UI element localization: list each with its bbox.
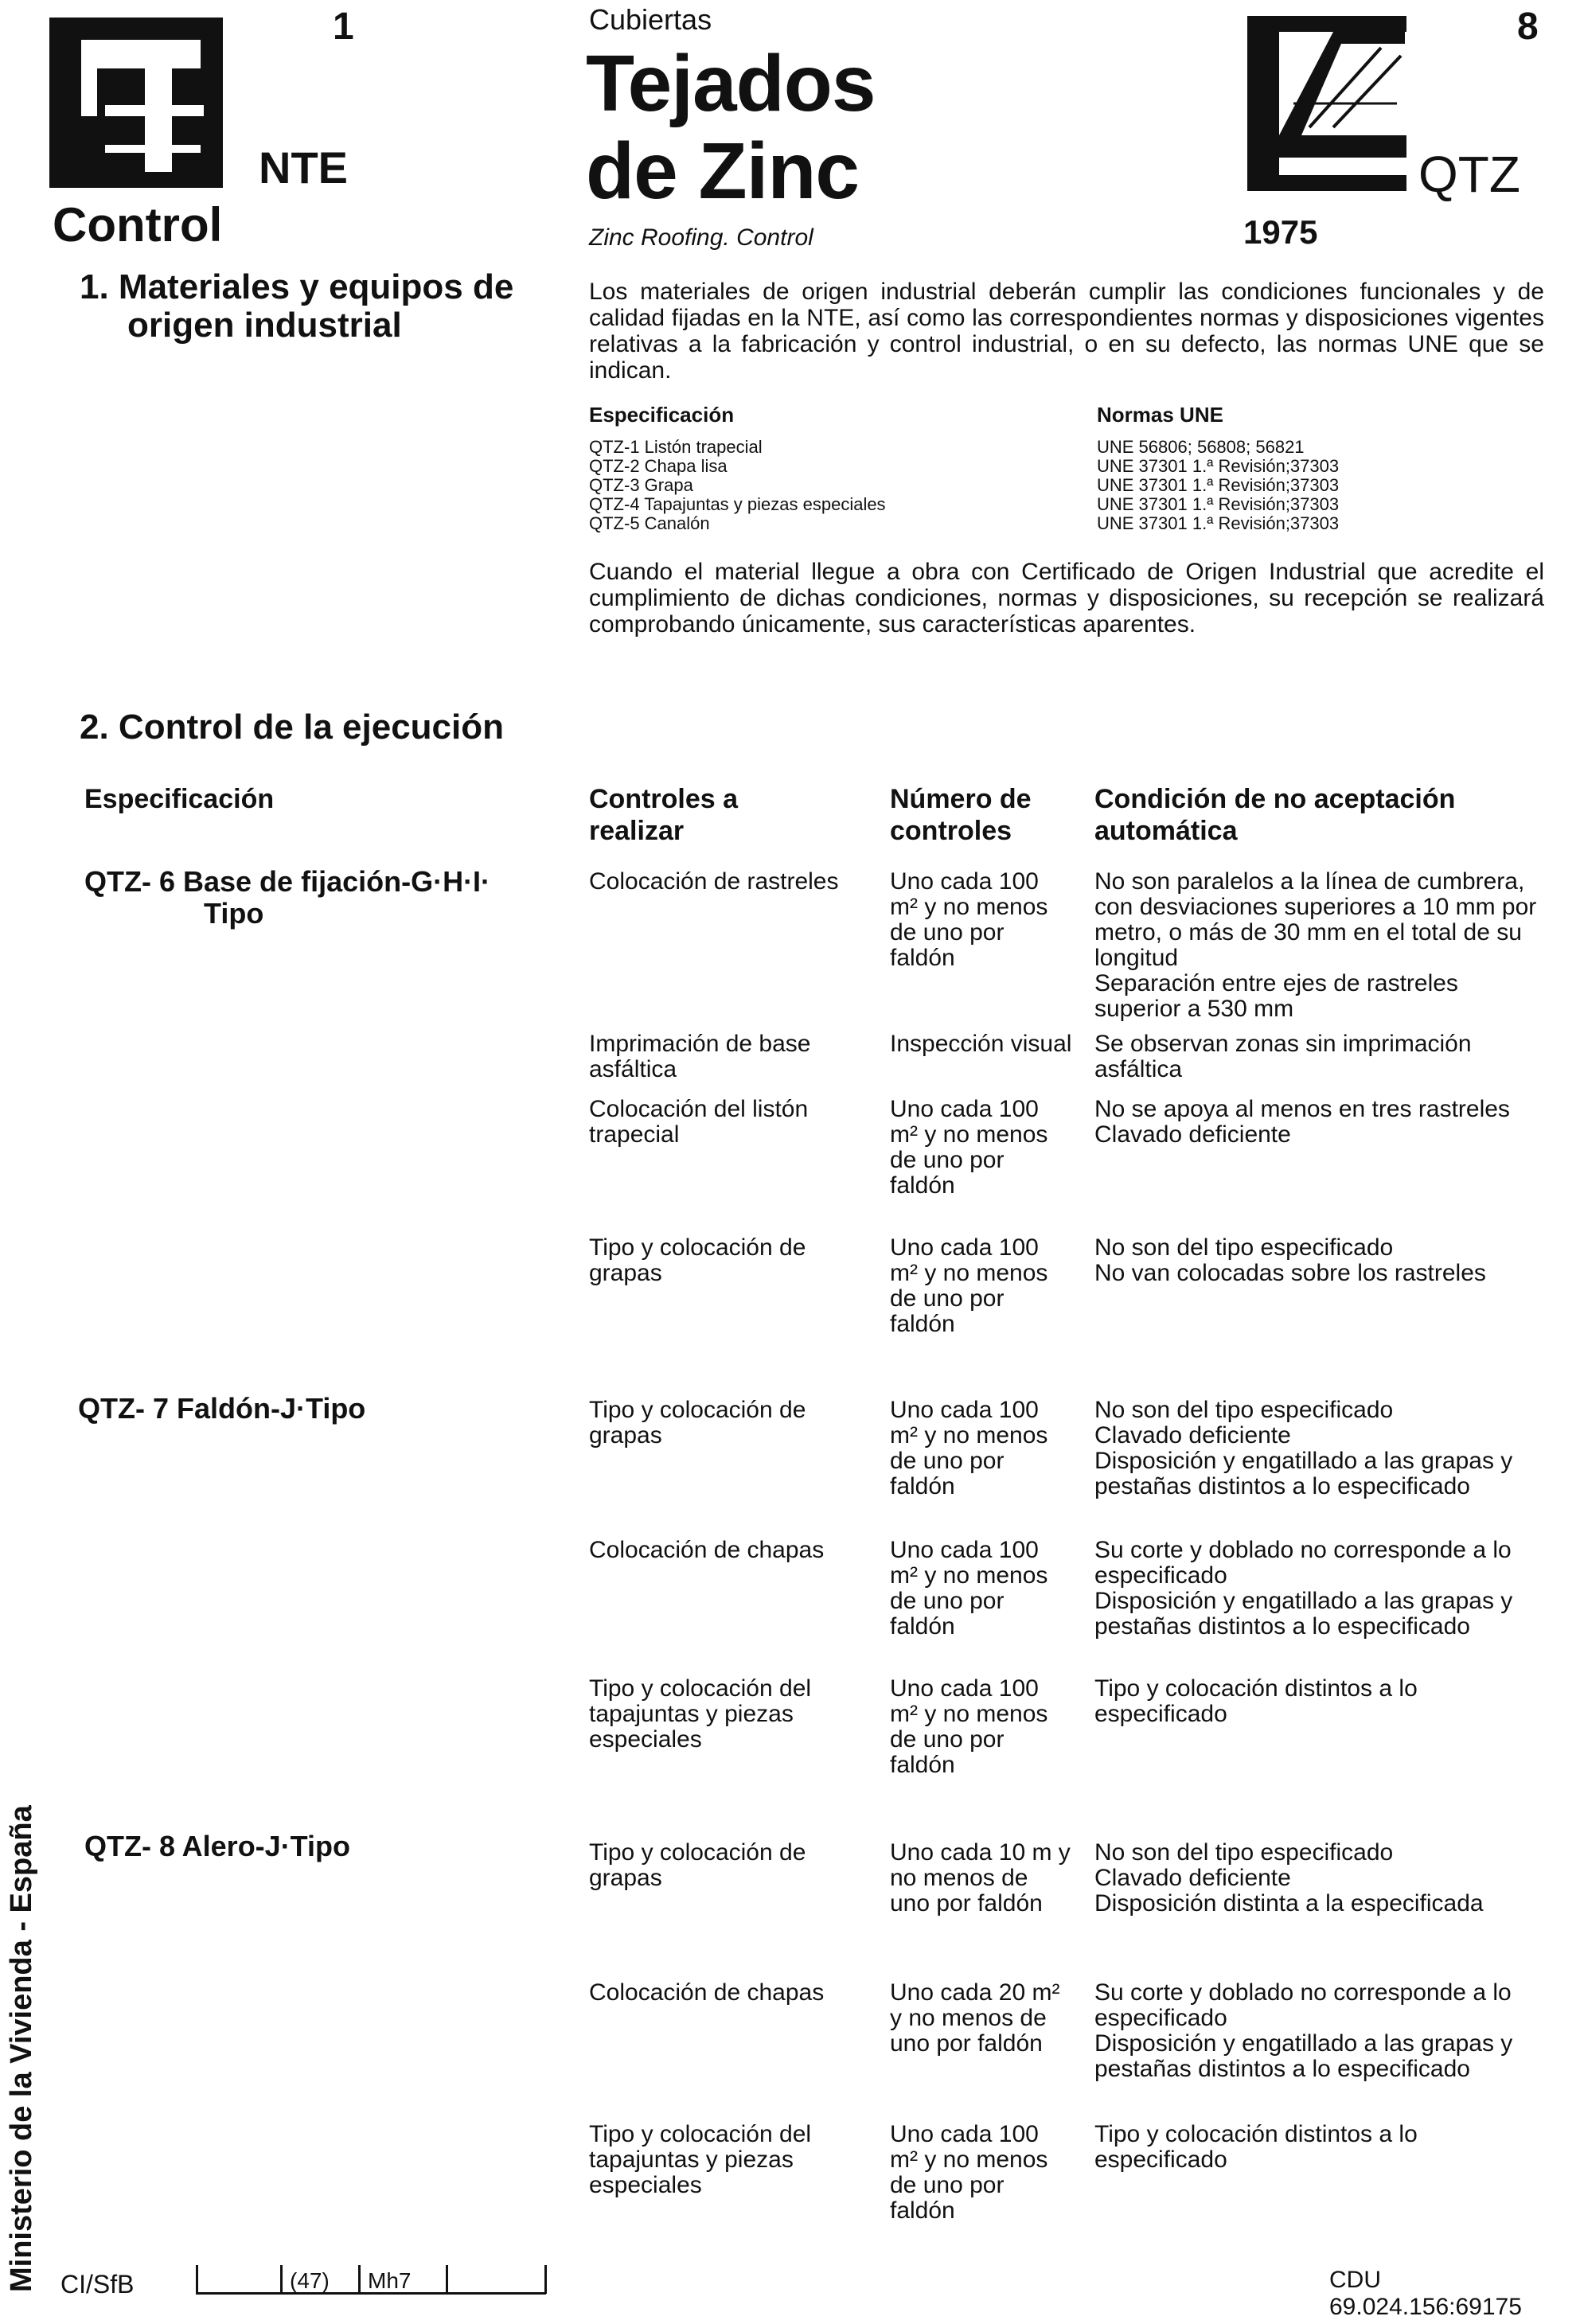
norms-une-list bbox=[1097, 438, 1339, 533]
number-cell: Uno cada 100 m² y no menos de uno por faldón bbox=[890, 1096, 1048, 1199]
control-cell: Imprimación de base asfáltica bbox=[589, 1031, 811, 1082]
number-cell: Uno cada 10 m y no menos de uno por faldón bbox=[890, 1839, 1071, 1917]
norms-spec-list bbox=[589, 438, 886, 533]
page-subtitle: Zinc Roofing. Control bbox=[589, 224, 813, 251]
col-header-spec: Especificación bbox=[84, 784, 275, 814]
control-cell: Tipo y colocación del tapajuntas y piezas especiales bbox=[589, 2121, 812, 2198]
norm-une: UNE 37301 1.ª Revisión;37303 bbox=[1097, 475, 1340, 495]
condition-cell: No son del tipo especificado No van colocadas sobre los rastreles bbox=[1094, 1234, 1486, 1286]
section1-heading-line2: origen industrial bbox=[127, 306, 402, 345]
col-header-number bbox=[890, 783, 1032, 847]
control-cell: Colocación de chapas bbox=[589, 1979, 825, 2006]
ministry-vertical-label: Ministerio de la Vivienda - España bbox=[5, 1805, 38, 2292]
cisfb-code-47: (47) bbox=[290, 2268, 330, 2293]
number-cell: Uno cada 100 m² y no menos de uno por faldón bbox=[890, 2121, 1048, 2224]
cisfb-code-mh7: Mh7 bbox=[368, 2268, 412, 2293]
cisfb-divider bbox=[280, 2265, 283, 2294]
number-cell: Uno cada 20 m² y no menos de uno por faldón bbox=[890, 1979, 1060, 2057]
cisfb-label: CI/SfB bbox=[60, 2270, 135, 2299]
norm-une: UNE 37301 1.ª Revisión;37303 bbox=[1097, 494, 1340, 514]
control-cell: Tipo y colocación del tapajuntas y piezas especiales bbox=[589, 1675, 812, 1753]
norms-col-spec: Especificación bbox=[589, 403, 735, 427]
norm-spec: QTZ-3 Grapa bbox=[589, 475, 693, 495]
spec-label-qtz6 bbox=[84, 866, 562, 930]
control-cell: Tipo y colocación de grapas bbox=[589, 1839, 806, 1891]
cisfb-divider bbox=[446, 2265, 448, 2294]
norm-une: UNE 56806; 56808; 56821 bbox=[1097, 437, 1305, 457]
category-label: Cubiertas bbox=[589, 3, 712, 36]
cdu-code: CDU 69.024.156:69175 bbox=[1329, 2267, 1522, 2320]
condition-cell: No son del tipo especificado Clavado deficiente Disposición distinta a la especificada bbox=[1094, 1839, 1484, 1917]
col-header-controls-l2: realizar bbox=[589, 816, 685, 846]
sheet-number-right: 8 bbox=[1517, 6, 1539, 48]
sheet-number-left: 1 bbox=[333, 6, 354, 48]
section1-heading-line1: 1. Materiales y equipos de bbox=[80, 267, 514, 306]
number-cell: Uno cada 100 m² y no menos de uno por faldón bbox=[890, 1397, 1048, 1499]
spec-label-qtz8 bbox=[84, 1831, 562, 1862]
number-cell: Uno cada 100 m² y no menos de uno por faldón bbox=[890, 868, 1048, 971]
condition-cell: No son del tipo especificado Clavado deficiente Disposición y engatillado a las grapas y pestañas distintos a lo especificado bbox=[1094, 1397, 1513, 1499]
norm-spec: QTZ-5 Canalón bbox=[589, 513, 710, 533]
norm-spec: QTZ-2 Chapa lisa bbox=[589, 456, 728, 476]
col-header-condition bbox=[1094, 783, 1455, 847]
norm-spec: QTZ-1 Listón trapecial bbox=[589, 437, 763, 457]
condition-cell: Su corte y doblado no corresponde a lo especificado Disposición y engatillado a las grapas y pestañas distintos a lo especificado bbox=[1094, 1979, 1513, 2082]
number-cell: Uno cada 100 m² y no menos de uno por faldón bbox=[890, 1675, 1048, 1778]
control-cell: Colocación del listón trapecial bbox=[589, 1096, 809, 1148]
norm-une: UNE 37301 1.ª Revisión;37303 bbox=[1097, 513, 1340, 533]
condition-cell: Tipo y colocación distintos a lo especificado bbox=[1094, 2121, 1418, 2173]
spec-label-line1: QTZ- 8 Alero-J·Tipo bbox=[84, 1830, 351, 1862]
section1-intro: Los materiales de origen industrial deberán cumplir las condiciones funcionales y de calidad fijadas en la NTE, así como las correspondientes normas y disposiciones vigentes relativas a la fabricación y control industrial, o en su defecto, las normas UNE que se indican. bbox=[589, 279, 1544, 384]
condition-cell: Su corte y doblado no corresponde a lo especificado Disposición y engatillado a las grapas y pestañas distintos a lo especificado bbox=[1094, 1537, 1513, 1640]
number-cell: Uno cada 100 m² y no menos de uno por faldón bbox=[890, 1234, 1048, 1337]
roof-logo bbox=[1246, 16, 1409, 191]
nte-label: NTE bbox=[259, 142, 348, 193]
number-cell: Inspección visual bbox=[890, 1031, 1072, 1057]
number-cell: Uno cada 100 m² y no menos de uno por faldón bbox=[890, 1537, 1048, 1640]
page-title-line1: Tejados bbox=[586, 39, 876, 128]
condition-cell: Se observan zonas sin imprimación asfáltica bbox=[1094, 1031, 1472, 1082]
spec-label-qtz7 bbox=[78, 1393, 556, 1425]
condition-cell: No se apoya al menos en tres rastreles Clavado deficiente bbox=[1094, 1096, 1510, 1148]
condition-cell: No son paralelos a la línea de cumbrera, con desviaciones superiores a 10 mm por metro, o más de 30 mm en el total de su longitud Separación entre ejes de rastreles superior a 530 mm bbox=[1094, 868, 1537, 1022]
col-header-condition-l2: automática bbox=[1094, 816, 1238, 846]
col-header-number-l1: Número de bbox=[890, 784, 1032, 814]
col-header-condition-l1: Condición de no aceptación bbox=[1094, 784, 1456, 814]
control-title: Control bbox=[53, 198, 223, 252]
document-code: QTZ bbox=[1418, 146, 1520, 203]
control-cell: Colocación de rastreles bbox=[589, 868, 839, 895]
control-cell: Tipo y colocación de grapas bbox=[589, 1234, 806, 1286]
section2-heading: 2. Control de la ejecución bbox=[80, 708, 505, 747]
section1-closing: Cuando el material llegue a obra con Certificado de Origen Industrial que acredite el cumplimiento de dichas condiciones, normas y disposiciones, su recepción se realizará comprobando únicamente, sus características aparentes. bbox=[589, 559, 1544, 638]
control-cell: Colocación de chapas bbox=[589, 1537, 825, 1563]
nte-logo bbox=[49, 18, 223, 188]
norms-col-une: Normas UNE bbox=[1097, 403, 1223, 427]
norm-spec: QTZ-4 Tapajuntas y piezas especiales bbox=[589, 494, 886, 514]
spec-label-line1: QTZ- 6 Base de fijación-G·H·I· bbox=[84, 865, 491, 898]
year: 1975 bbox=[1243, 213, 1318, 251]
spec-label-line2: Tipo bbox=[204, 897, 264, 930]
cisfb-divider bbox=[196, 2265, 198, 2294]
cisfb-divider bbox=[544, 2265, 547, 2294]
col-header-controls-l1: Controles a bbox=[589, 784, 739, 814]
page-title-line2: de Zinc bbox=[586, 127, 860, 216]
control-cell: Tipo y colocación de grapas bbox=[589, 1397, 806, 1449]
condition-cell: Tipo y colocación distintos a lo especificado bbox=[1094, 1675, 1418, 1727]
spec-label-line1: QTZ- 7 Faldón-J·Tipo bbox=[78, 1392, 366, 1425]
cisfb-divider bbox=[358, 2265, 361, 2294]
col-header-controls bbox=[589, 783, 738, 847]
col-header-number-l2: controles bbox=[890, 816, 1012, 846]
norm-une: UNE 37301 1.ª Revisión;37303 bbox=[1097, 456, 1340, 476]
